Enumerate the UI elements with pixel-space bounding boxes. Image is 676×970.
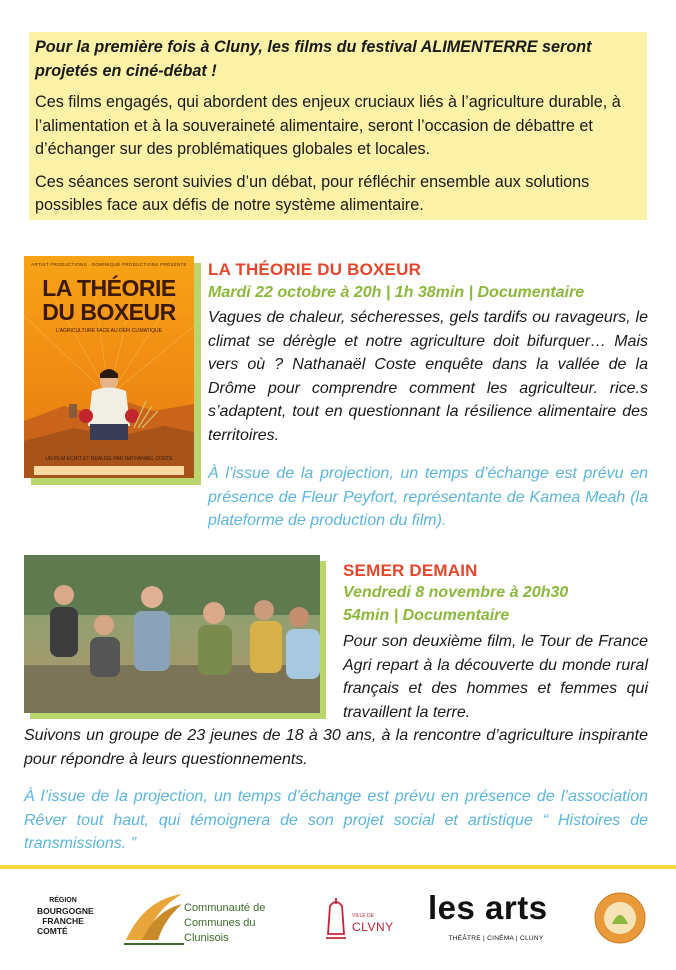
film2-photo: [24, 555, 326, 719]
ccc-text: [184, 901, 296, 946]
region-logo: [37, 896, 94, 936]
photo-image: [24, 555, 320, 713]
les-arts-logo: [428, 889, 568, 946]
poster-image: [24, 256, 194, 478]
poster-subtitle: L’AGRICULTURE FACE AU DÉFI CLIMATIQUE: [56, 328, 162, 334]
intro-lead: Pour la première fois à Cluny, les films du festival ALIMENTERRE seront projetés en ciné-débat !: [35, 38, 592, 80]
projet-alimentaire-logo: [594, 892, 646, 944]
les-arts-subtitle: THÉÂTRE | CINÉMA | CLUNY: [448, 935, 544, 942]
film2-title: SEMER DEMAIN: [343, 561, 478, 580]
region-line-4: COMTÉ: [37, 926, 68, 936]
film1-description: Vagues de chaleur, sécheresses, gels tardifs ou ravageurs, le climat se dérègle et notre agriculture doit bifurquer… Mais vers où ? Nathanaël Coste enquête dans la vallée de la Drôme pour comprendre comment les agriculteur. rice.s s’adaptent, tout en questionnant la résilience alimentaire des territoires.: [208, 309, 648, 444]
intro-box: [29, 32, 647, 220]
region-line-3: FRANCHE: [42, 916, 84, 926]
region-line-2: BOURGOGNE: [37, 906, 94, 916]
film1-note: À l’issue de la projection, un temps d’échange est prévu en présence de Fleur Peyfort, représentante de Kamea Meah (la plateforme de production du film).: [208, 465, 648, 529]
film1-title: LA THÉORIE DU BOXEUR: [208, 260, 422, 279]
footer-divider: [0, 865, 676, 869]
film2-meta-date: Vendredi 8 novembre à 20h30: [343, 584, 569, 601]
cluny-bell-icon: [322, 894, 350, 942]
film2-note: À l’issue de la projection, un temps d’échange est prévu en présence de l’association Rêver tout haut, qui témoignera de son projet social et artistique “ Histoires de transmissions. ”: [24, 788, 648, 852]
photo-illustration: [24, 555, 320, 713]
ville-cluny-logo: [322, 894, 398, 942]
les-arts-wordmark: les arts: [428, 889, 548, 926]
ccc-line-2: Communes du Clunisois: [184, 917, 256, 944]
poster-logo-strip: [34, 466, 184, 475]
film1-meta: Mardi 22 octobre à 20h | 1h 38min | Documentaire: [208, 284, 585, 301]
intro-paragraph-1: Ces films engagés, qui abordent des enjeux cruciaux liés à l’agriculture durable, à l’alimentation et à la souveraineté alimentaire, seront l’occasion de débattre et d’échanger sur des problématiques globales et locales.: [35, 93, 621, 158]
ccc-line-1: Communauté de: [184, 902, 266, 914]
cluny-text: CLVNY: [352, 920, 394, 934]
pat-badge-icon: [594, 892, 646, 944]
region-line-1: RÉGION: [49, 897, 77, 904]
poster-title-line-2: DU BOXEUR: [42, 299, 176, 325]
cluny-small-text: VILLE DE: [352, 913, 374, 919]
poster-title-line-1: LA THÉORIE: [42, 275, 176, 301]
film2-meta-duration: 54min | Documentaire: [343, 607, 510, 624]
film2-description-wide: Suivons un groupe de 23 jeunes de 18 à 30 ans, à la rencontre d’agriculture inspirante pour répondre à leurs questionnements.: [24, 727, 648, 768]
poster-top-credit: ARTIST PRODUCTIONS · DOMINIQUE PRODUCTIONS PRÉSENTE: [31, 262, 187, 267]
ccc-wheat-icon: [124, 890, 184, 946]
intro-paragraph-2: Ces séances seront suivies d’un débat, pour réfléchir ensemble aux solutions possibles face aux défis de notre système alimentaire.: [35, 172, 590, 214]
film2-description-narrow: Pour son deuxième film, le Tour de France Agri repart à la découverte du monde rural français et des hommes et femmes qui travaillent la terre.: [343, 633, 648, 721]
poster-bottom-credit: UN FILM ÉCRIT ET RÉALISÉ PAR NATHANAËL COSTE: [45, 456, 173, 462]
film1-poster: [24, 256, 200, 484]
communaute-communes-logo: [124, 890, 296, 946]
